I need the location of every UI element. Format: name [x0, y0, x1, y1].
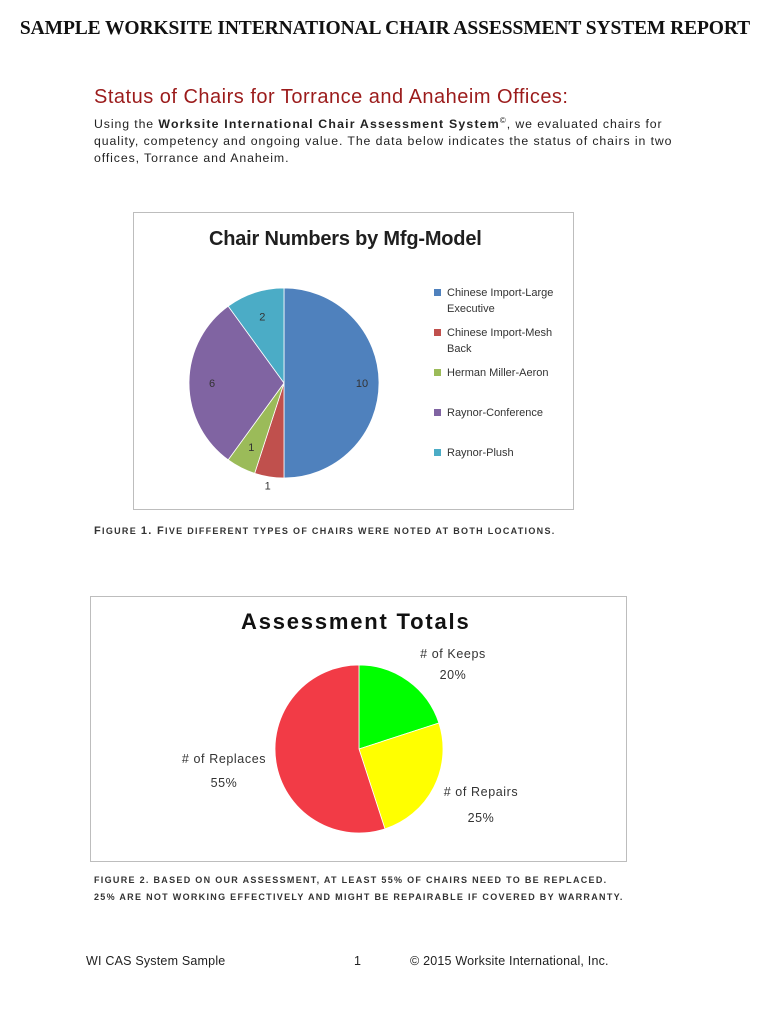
figure2-caption — [94, 872, 624, 906]
pie-data-label-raynor-conference: 6 — [208, 378, 216, 390]
pie-data-label-chinese-import-mesh-back: 1 — [264, 480, 271, 493]
intro-text-start: Using the — [94, 117, 159, 132]
pie-label-value-of-keeps: 20% — [439, 668, 467, 682]
legend-label: Chinese Import-Mesh Back — [447, 327, 553, 355]
legend-item-herman-miller-aeron — [434, 365, 567, 381]
chart-mfg-model — [133, 212, 574, 510]
pie-data-label-chinese-import-large-executive: 10 — [355, 378, 369, 390]
pie-data-label-herman-miller-aeron: 1 — [248, 442, 255, 455]
legend-label: Herman Miller-Aeron — [447, 367, 549, 379]
copyright-mark: © — [499, 116, 507, 125]
chart2-pie-svg — [91, 597, 626, 861]
legend-swatch — [434, 409, 441, 416]
intro-bold-system-name: Worksite International Chair Assessment System — [158, 117, 500, 132]
chart-assessment-totals — [90, 596, 627, 862]
pie-label-name-of-repairs: # of Repairs — [443, 785, 519, 799]
legend-label: Raynor-Plush — [447, 447, 514, 459]
legend-item-raynor-conference — [434, 405, 567, 421]
legend-label: Raynor-Conference — [447, 407, 543, 419]
pie-label-value-of-repairs: 25% — [467, 811, 495, 825]
footer-page-number: 1 — [354, 954, 362, 968]
figure2-caption-line2: 25% ARE NOT WORKING EFFECTIVELY AND MIGHT BE REPAIRABLE IF COVERED BY WARRANTY. — [94, 892, 624, 902]
pie-label-value-of-replaces: 55% — [210, 776, 238, 790]
legend-item-chinese-import-large-executive — [434, 285, 567, 317]
figure2-caption-line1: FIGURE 2. BASED ON OUR ASSESSMENT, AT LEAST 55% OF CHAIRS NEED TO BE REPLACED. — [94, 875, 608, 885]
footer-copyright: © 2015 Worksite International, Inc. — [410, 954, 609, 968]
chart1-title: Chair Numbers by Mfg-Model — [209, 228, 482, 250]
chart1-pie-svg — [134, 213, 573, 509]
legend-swatch — [434, 289, 441, 296]
legend-swatch — [434, 369, 441, 376]
footer-left: WI CAS System Sample — [86, 954, 226, 968]
legend-swatch — [434, 329, 441, 336]
figure1-caption: FIGURE 1. FIVE DIFFERENT TYPES OF CHAIRS WERE NOTED AT BOTH LOCATIONS. — [94, 525, 556, 537]
intro-paragraph — [94, 112, 694, 167]
pie-label-name-of-replaces: # of Replaces — [181, 752, 267, 766]
legend-item-raynor-plush — [434, 445, 567, 461]
legend-label: Chinese Import-Large Executive — [447, 287, 554, 315]
pie-label-name-of-keeps: # of Keeps — [420, 647, 486, 661]
intro-text-end: , we evaluated chairs for quality, competency and ongoing value. The data below indicates the status of chairs in two offices, Torrance and Anaheim. — [94, 117, 673, 166]
report-title: SAMPLE WORKSITE INTERNATIONAL CHAIR ASSESSMENT SYSTEM REPORT — [19, 18, 751, 39]
legend-swatch — [434, 449, 441, 456]
section-heading: Status of Chairs for Torrance and Anaheim Offices: — [94, 86, 569, 108]
pie-data-label-raynor-plush: 2 — [259, 311, 266, 324]
legend-item-chinese-import-mesh-back — [434, 325, 567, 357]
chart2-title: Assessment Totals — [241, 609, 471, 634]
